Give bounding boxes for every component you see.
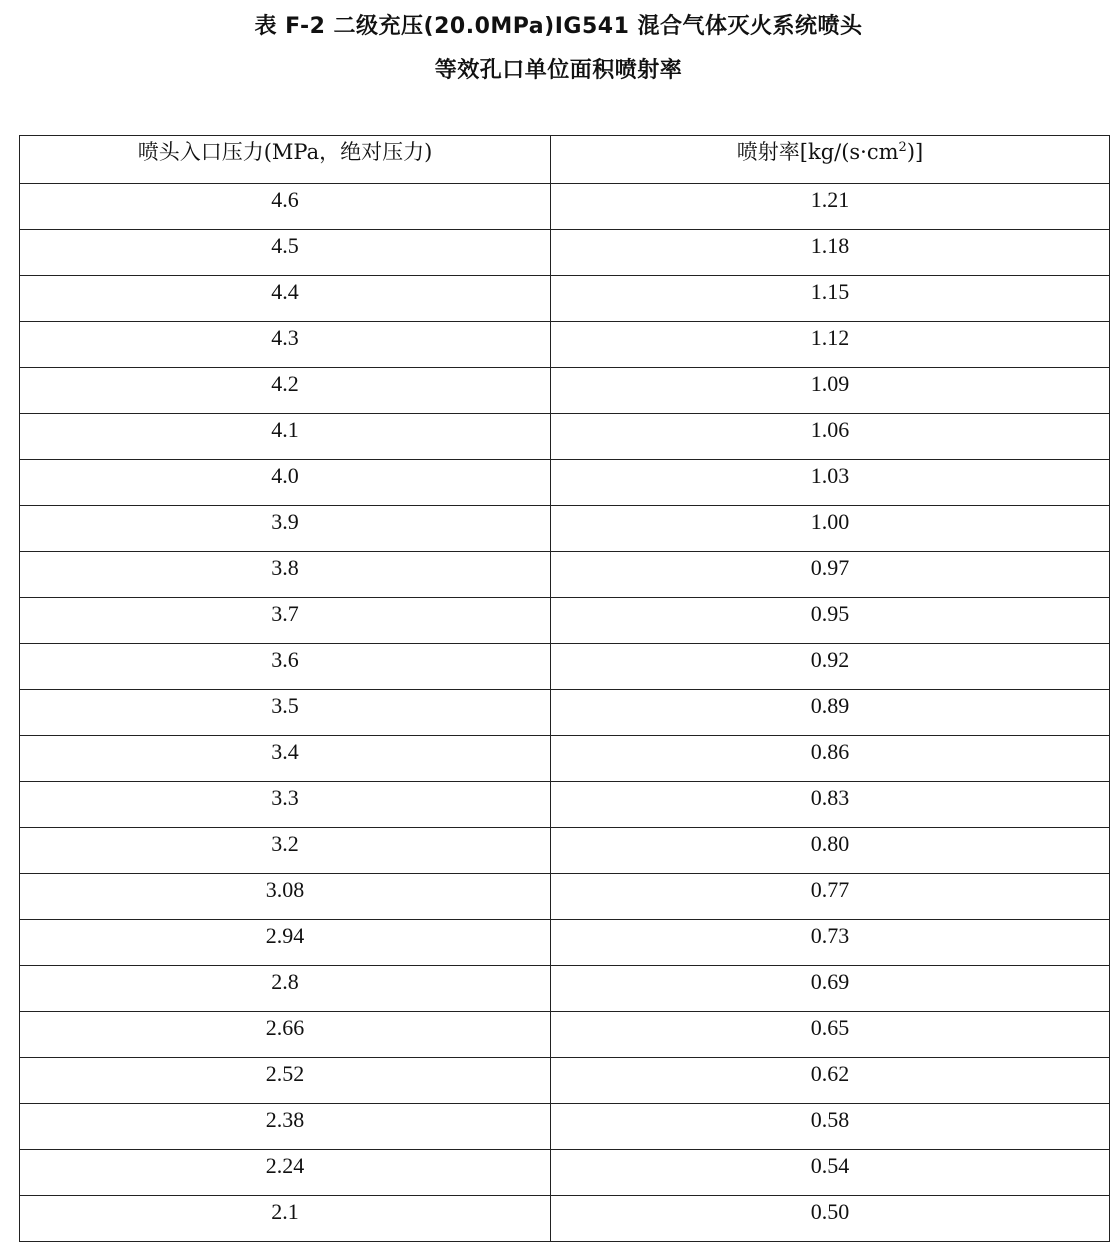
table-row bbox=[20, 414, 1110, 460]
cell-rate: 1.12 bbox=[551, 322, 1110, 368]
header-rate-sup: 2 bbox=[898, 140, 907, 155]
cell-pressure: 2.66 bbox=[20, 1012, 551, 1058]
cell-rate: 0.86 bbox=[551, 736, 1110, 782]
cell-pressure: 3.5 bbox=[20, 690, 551, 736]
table-row bbox=[20, 1058, 1110, 1104]
table-row bbox=[20, 1104, 1110, 1150]
cell-rate: 1.03 bbox=[551, 460, 1110, 506]
cell-pressure: 2.52 bbox=[20, 1058, 551, 1104]
cell-pressure: 3.3 bbox=[20, 782, 551, 828]
table-body bbox=[20, 184, 1110, 1242]
cell-rate: 0.95 bbox=[551, 598, 1110, 644]
cell-rate: 0.58 bbox=[551, 1104, 1110, 1150]
cell-rate: 0.77 bbox=[551, 874, 1110, 920]
cell-rate: 0.69 bbox=[551, 966, 1110, 1012]
cell-pressure: 3.9 bbox=[20, 506, 551, 552]
cell-rate: 1.00 bbox=[551, 506, 1110, 552]
header-rate bbox=[551, 136, 1110, 184]
table-row bbox=[20, 184, 1110, 230]
table-row bbox=[20, 598, 1110, 644]
cell-pressure: 4.3 bbox=[20, 322, 551, 368]
header-rate-prefix: 喷射率[kg/(s·cm bbox=[736, 140, 899, 164]
cell-pressure: 4.0 bbox=[20, 460, 551, 506]
cell-pressure: 2.24 bbox=[20, 1150, 551, 1196]
cell-pressure: 2.1 bbox=[20, 1196, 551, 1242]
cell-rate: 1.15 bbox=[551, 276, 1110, 322]
cell-rate: 0.80 bbox=[551, 828, 1110, 874]
cell-pressure: 3.8 bbox=[20, 552, 551, 598]
table-row bbox=[20, 828, 1110, 874]
cell-rate: 0.97 bbox=[551, 552, 1110, 598]
table-row bbox=[20, 966, 1110, 1012]
header-pressure: 喷头入口压力(MPa，绝对压力) bbox=[20, 136, 551, 184]
cell-rate: 0.54 bbox=[551, 1150, 1110, 1196]
cell-rate: 0.92 bbox=[551, 644, 1110, 690]
cell-pressure: 3.6 bbox=[20, 644, 551, 690]
cell-pressure: 3.4 bbox=[20, 736, 551, 782]
table-row bbox=[20, 690, 1110, 736]
cell-rate: 0.65 bbox=[551, 1012, 1110, 1058]
cell-pressure: 2.8 bbox=[20, 966, 551, 1012]
table-row bbox=[20, 644, 1110, 690]
cell-rate: 1.09 bbox=[551, 368, 1110, 414]
table-row bbox=[20, 368, 1110, 414]
cell-rate: 0.83 bbox=[551, 782, 1110, 828]
cell-pressure: 4.6 bbox=[20, 184, 551, 230]
cell-rate: 1.18 bbox=[551, 230, 1110, 276]
cell-pressure: 3.7 bbox=[20, 598, 551, 644]
table-row bbox=[20, 230, 1110, 276]
cell-pressure: 4.4 bbox=[20, 276, 551, 322]
cell-pressure: 4.1 bbox=[20, 414, 551, 460]
cell-rate: 0.89 bbox=[551, 690, 1110, 736]
cell-pressure: 4.5 bbox=[20, 230, 551, 276]
table-row bbox=[20, 736, 1110, 782]
table-row bbox=[20, 460, 1110, 506]
table-row bbox=[20, 874, 1110, 920]
table-row bbox=[20, 276, 1110, 322]
cell-rate: 0.62 bbox=[551, 1058, 1110, 1104]
table-title-line-1: 表 F-2 二级充压(20.0MPa)IG541 混合气体灭火系统喷头 bbox=[254, 14, 863, 39]
table-header-row bbox=[20, 136, 1110, 184]
cell-pressure: 2.94 bbox=[20, 920, 551, 966]
table-row bbox=[20, 1150, 1110, 1196]
table-row bbox=[20, 782, 1110, 828]
table-row bbox=[20, 1196, 1110, 1242]
cell-rate: 1.21 bbox=[551, 184, 1110, 230]
table-row bbox=[20, 1012, 1110, 1058]
cell-rate: 0.73 bbox=[551, 920, 1110, 966]
cell-rate: 1.06 bbox=[551, 414, 1110, 460]
table-row bbox=[20, 506, 1110, 552]
header-rate-suffix: )] bbox=[906, 140, 924, 164]
table-row bbox=[20, 322, 1110, 368]
table-title-line-2: 等效孔口单位面积喷射率 bbox=[434, 58, 683, 83]
cell-pressure: 2.38 bbox=[20, 1104, 551, 1150]
cell-pressure: 4.2 bbox=[20, 368, 551, 414]
cell-pressure: 3.2 bbox=[20, 828, 551, 874]
cell-pressure: 3.08 bbox=[20, 874, 551, 920]
cell-rate: 0.50 bbox=[551, 1196, 1110, 1242]
injection-rate-table bbox=[19, 135, 1110, 1242]
table-row bbox=[20, 920, 1110, 966]
table-row bbox=[20, 552, 1110, 598]
